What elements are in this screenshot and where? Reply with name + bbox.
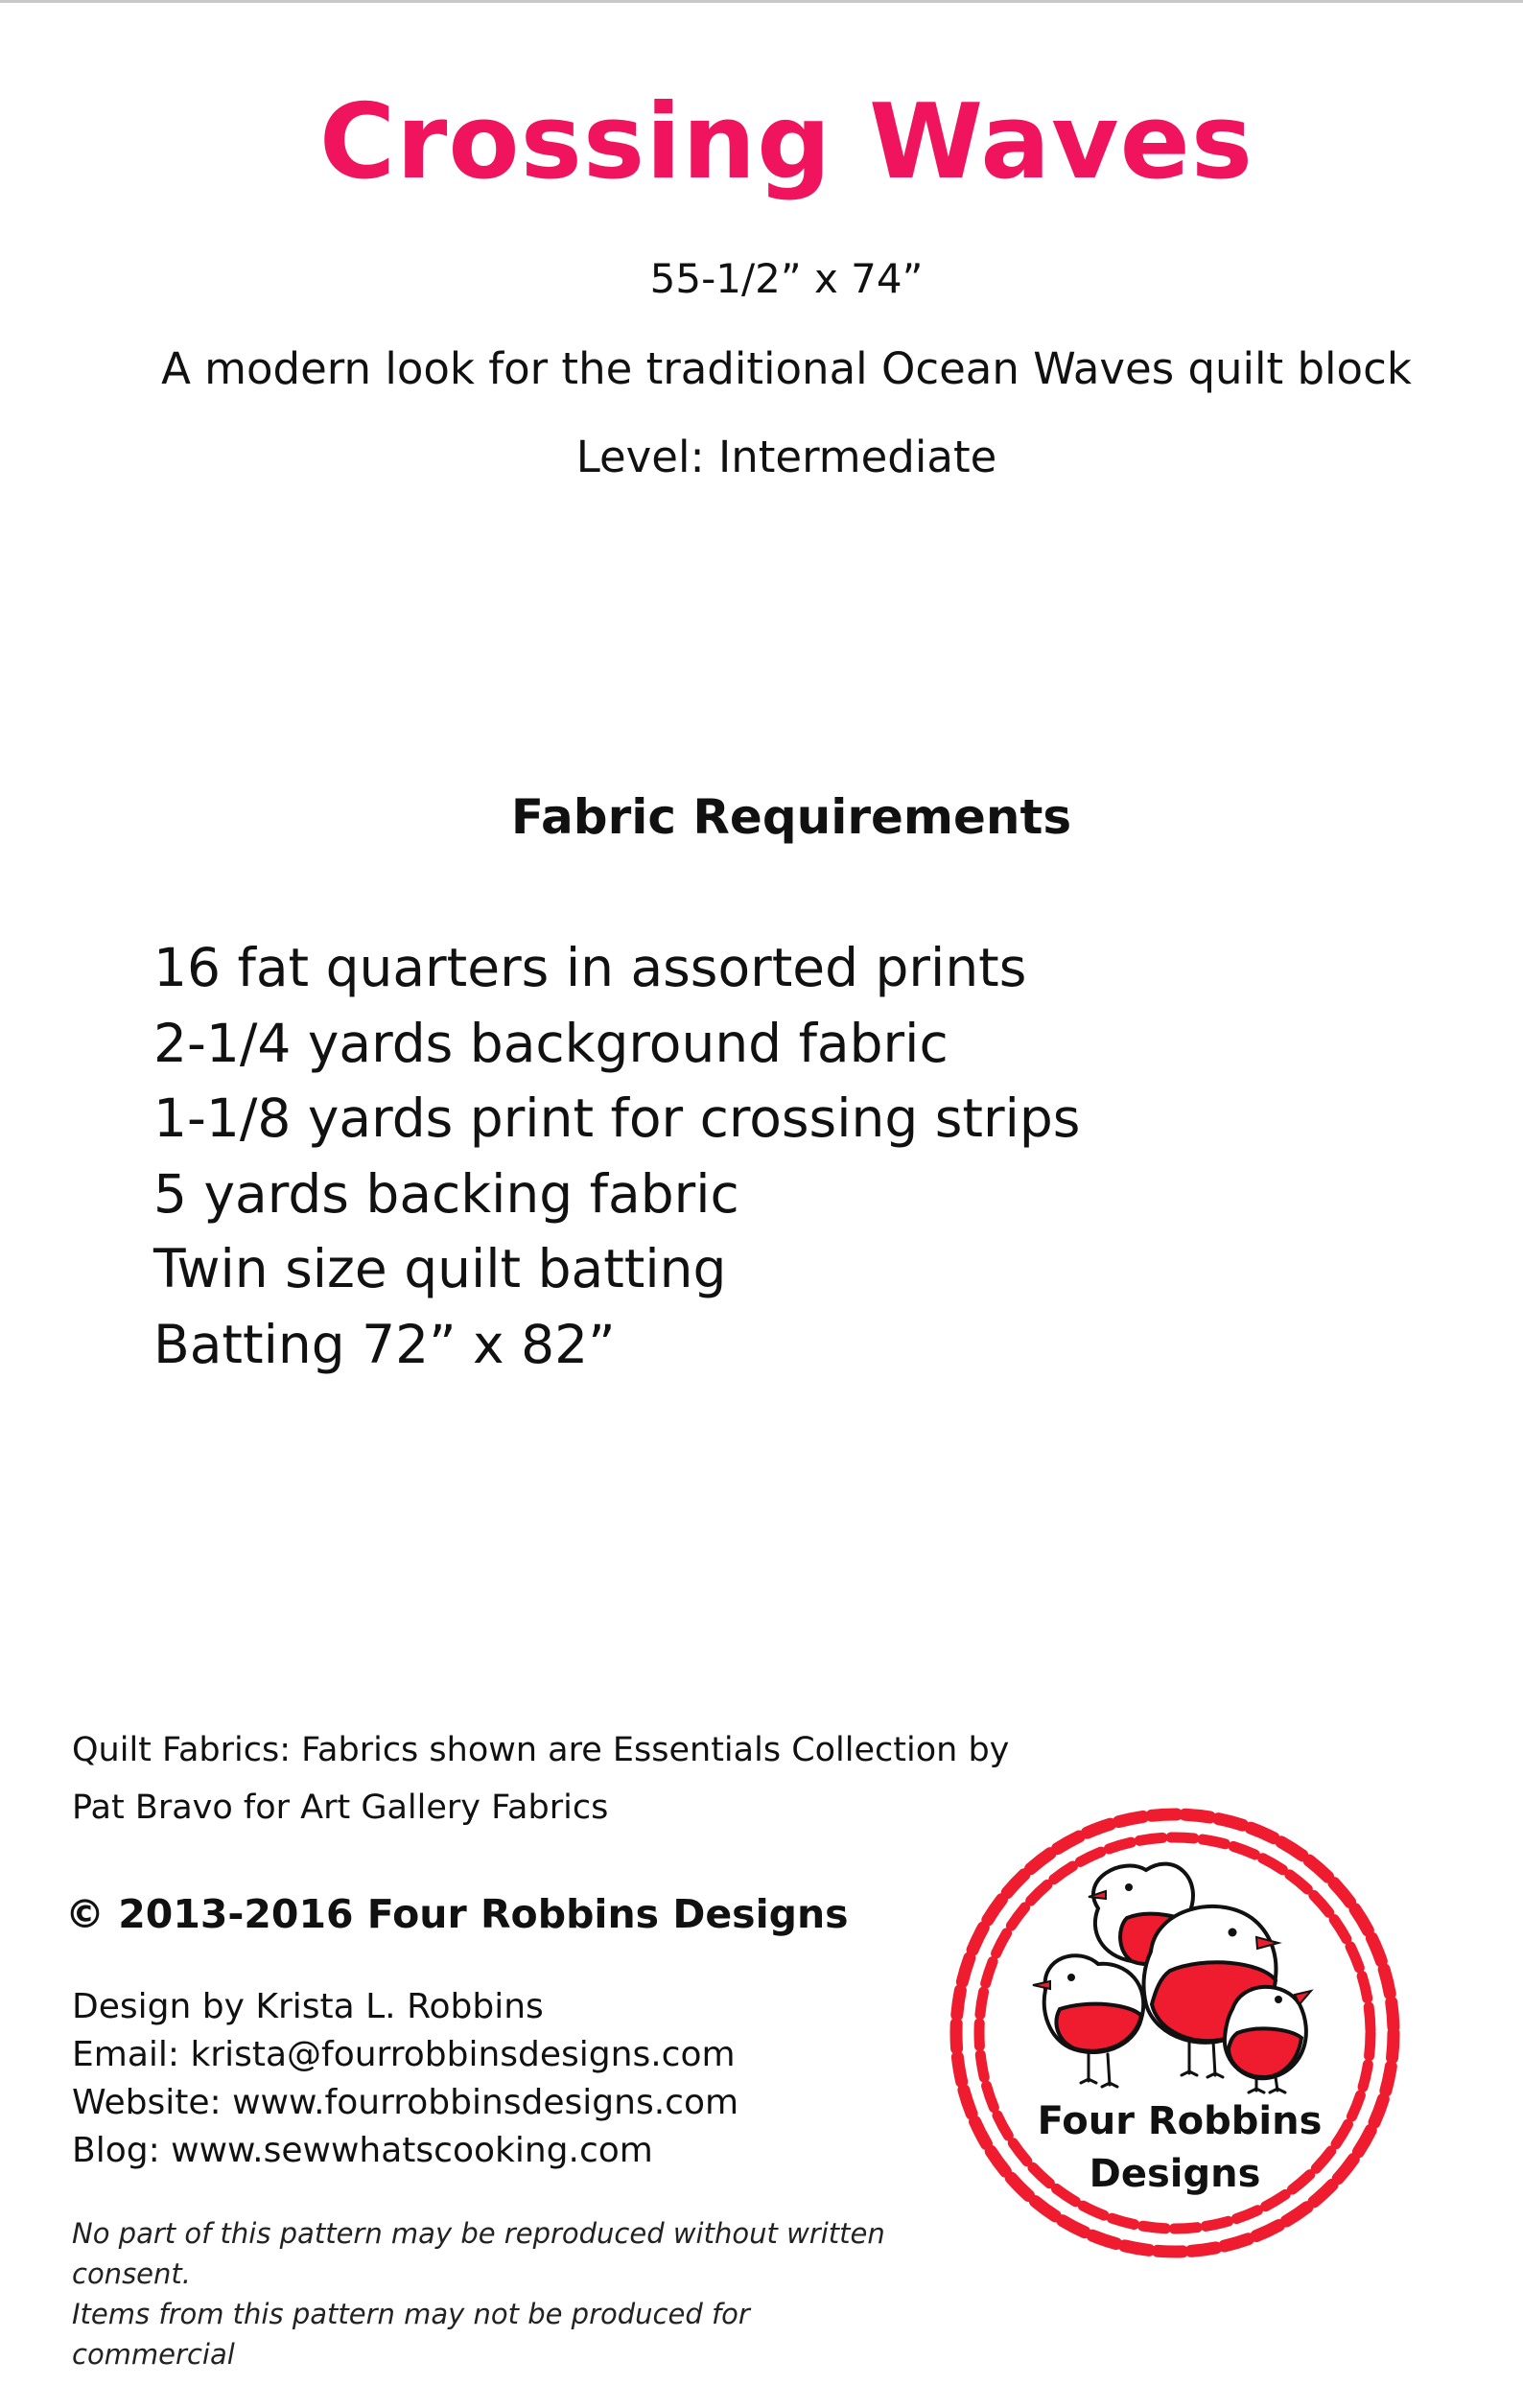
- fabric-requirements-list: [153, 930, 1080, 1382]
- top-border: [0, 0, 1523, 3]
- bird-left-icon: [1033, 1955, 1143, 2052]
- skill-level: Level: Intermediate: [575, 432, 997, 482]
- list-item: Twin size quilt batting: [153, 1238, 727, 1299]
- quilt-fabrics-line: Pat Bravo for Art Gallery Fabrics: [72, 1788, 609, 1827]
- four-robbins-logo: [945, 1803, 1405, 2263]
- fabric-requirements-heading: Fabric Requirements: [510, 789, 1072, 845]
- website-line: Website: www.fourrobbinsdesigns.com: [72, 2083, 739, 2122]
- disclaimer-line: Items from this pattern may not be produced for commercial: [72, 2298, 750, 2371]
- bird-right-icon: [1225, 1987, 1311, 2078]
- list-item: 2-1/4 yards background fabric: [153, 1012, 949, 1074]
- list-item: 1-1/8 yards print for crossing strips: [153, 1087, 1081, 1149]
- logo-text-line-2: Designs: [1089, 2152, 1261, 2196]
- pattern-title: Crossing Waves: [318, 82, 1254, 202]
- disclaimer-line: No part of this pattern may be reproduced without written: [72, 2217, 885, 2250]
- logo-text-line-1: Four Robbins: [1037, 2099, 1323, 2143]
- contact-info: [72, 1983, 738, 2175]
- email-line: Email: krista@fourrobbinsdesigns.com: [72, 2035, 736, 2074]
- quilt-fabrics-line: Quilt Fabrics: Fabrics shown are Essentials Collection by: [72, 1731, 1010, 1769]
- list-item: Batting 72” x 82”: [153, 1313, 616, 1375]
- list-item: 16 fat quarters in assorted prints: [153, 937, 1027, 998]
- quilt-dimensions: 55-1/2” x 74”: [649, 255, 924, 302]
- designer-credit: Design by Krista L. Robbins: [72, 1987, 544, 2026]
- copyright-notice: © 2013-2016 Four Robbins Designs: [65, 1891, 849, 1937]
- quilt-fabrics-credit: [72, 1721, 1031, 1836]
- disclaimer-line: consent.: [72, 2257, 191, 2290]
- copyright-disclaimer: [72, 2213, 916, 2374]
- list-item: 5 yards backing fabric: [153, 1162, 739, 1225]
- blog-line: Blog: www.sewwhatscooking.com: [72, 2131, 653, 2170]
- pattern-tagline: A modern look for the traditional Ocean Waves quilt block: [161, 343, 1412, 394]
